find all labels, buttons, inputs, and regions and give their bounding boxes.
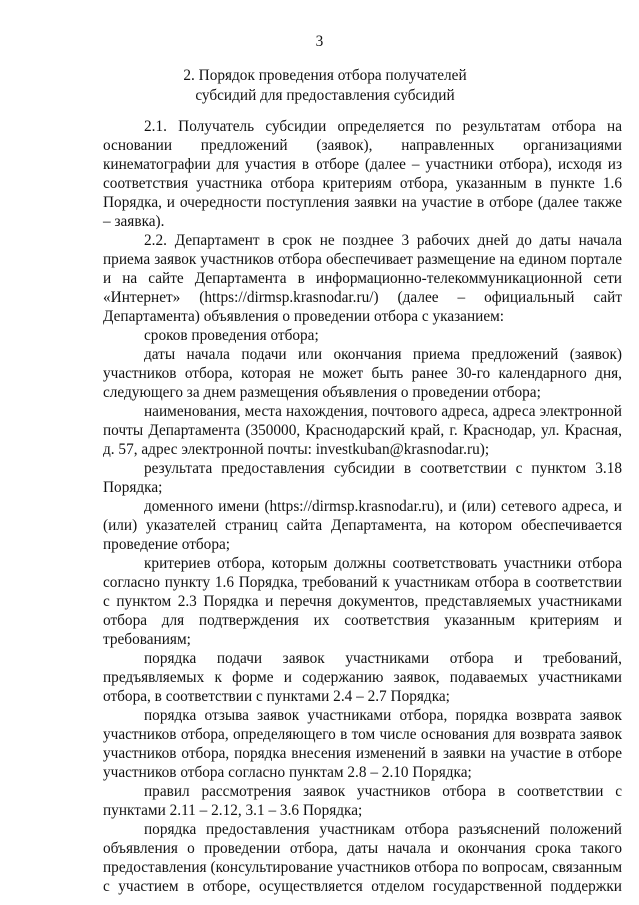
page-number: 3 (315, 33, 324, 50)
list-item-application-dates: даты начала подачи или окончания приема предложений (заявок) участников отбора, которая не может быть ранее 30-го календарного дня, следующего за днем размещения объявления о проведении отбора; (103, 346, 622, 401)
section-heading (60, 66, 590, 106)
section-heading-line-1: 2. Порядок проведения отбора получателей (183, 67, 467, 84)
list-item-selection-criteria: критериев отбора, которым должны соответствовать участники отбора согласно пункту 1.6 Порядка, требований к участникам отбора в соответствии с пунктом 2.3 Порядка и перечня документов, представляемых участниками отбора для подтверждения их соответствия указанным критериям и требованиям; (103, 555, 622, 648)
list-item-department-address: наименования, места нахождения, почтового адреса, адреса электронной почты Департамента (350000, Краснодарский край, г. Краснодар, ул. Красная, д. 57, адрес электронной почты: investkuban@krasnodar.ru); (103, 403, 622, 458)
list-item-review-rules: правил рассмотрения заявок участников отбора в соответствии с пунктами 2.11 – 2.12, 3.1 – 3.6 Порядка; (103, 783, 622, 819)
list-item-selection-terms: сроков проведения отбора; (144, 327, 319, 344)
list-item-clarifications: порядка предоставления участникам отбора разъяснений положений объявления о проведении отбора, даты начала и окончания срока такого предоставления (консультирование участников отбора по вопросам, связанным с участием в отборе, осуществляется отделом государственной поддержки (103, 821, 622, 895)
list-item-application-withdrawal: порядка отзыва заявок участниками отбора, порядка возврата заявок участников отбора, определяющего в том числе основания для возврата заявок участников отбора, порядка внесения изменений в заявки на участие в отборе участников отбора согласно пунктам 2.8 – 2.10 Порядка; (103, 707, 622, 781)
paragraph-2-2: 2.2. Департамент в срок не позднее 3 рабочих дней до даты начала приема заявок участников отбора обеспечивает размещение на едином портале и на сайте Департамента в информационно-телекоммуникационной сети «Интернет» (https://dirmsp.krasnodar.ru/) (далее – официальный сайт Департамента) объявления о проведении отбора с указанием: (103, 232, 622, 325)
list-item-application-submission: порядка подачи заявок участниками отбора и требований, предъявляемых к форме и содержанию заявок, подаваемых участниками отбора, в соответствии с пунктами 2.4 – 2.7 Порядка; (103, 650, 622, 705)
list-item-subsidy-result: результата предоставления субсидии в соответствии с пунктом 3.18 Порядка; (103, 460, 622, 496)
list-item-domain-name: доменного имени (https://dirmsp.krasnodar.ru), и (или) сетевого адреса, и (или) указателей страниц сайта Департамента, на котором обеспечивается проведение отбора; (103, 498, 622, 553)
section-heading-line-2: субсидий для предоставления субсидий (195, 87, 455, 104)
paragraph-2-1: 2.1. Получатель субсидии определяется по результатам отбора на основании предложений (заявок), направленных организациями кинематографии для участия в отборе (далее – участники отбора), исходя из соответствия участника отбора критериям отбора, указанным в пункте 1.6 Порядка, и очередности поступления заявки на участие в отборе (далее также – заявка). (103, 118, 622, 230)
document-body (103, 117, 622, 896)
